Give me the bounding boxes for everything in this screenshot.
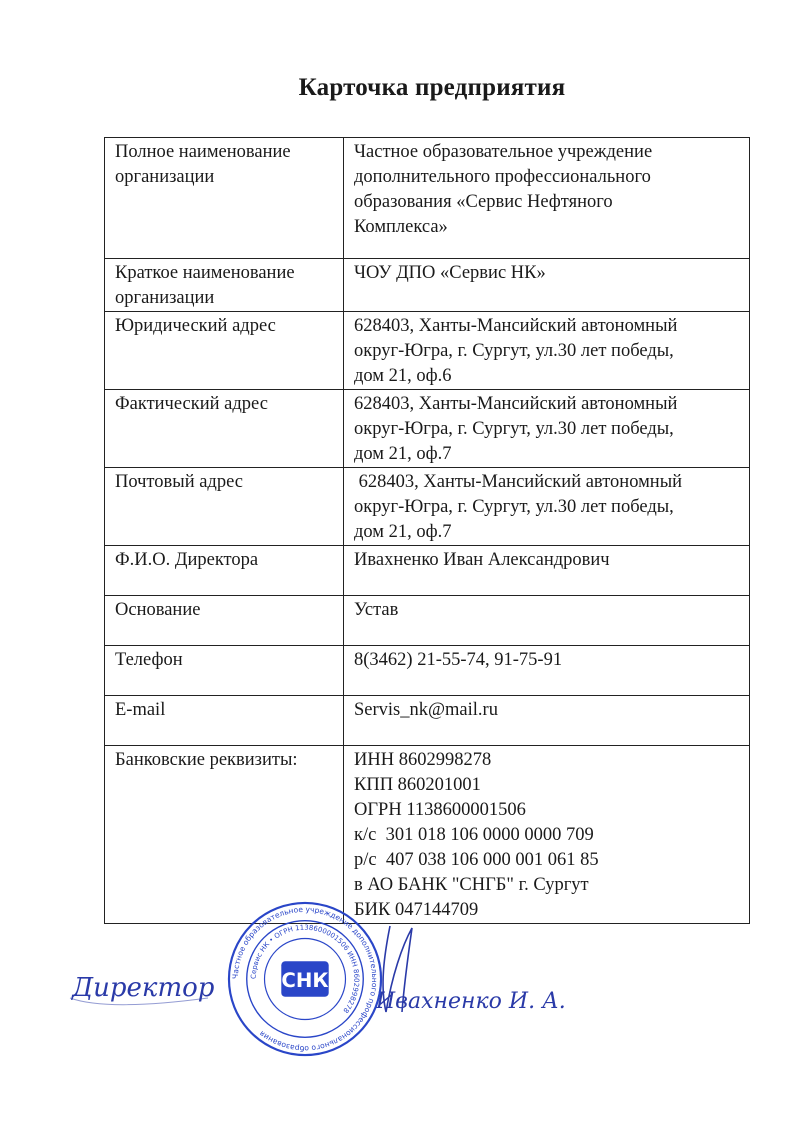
basis-label: Основание [105,596,344,646]
table-row [105,259,750,312]
table-row [105,138,750,259]
signature-right-text: Ивахненко И. А. [376,989,566,1014]
stamp-inner-text: Сервис НК • ОГРН 1138600001506 ИНН 8602998278 [249,923,361,1015]
full-name-value: Частное образовательное учреждение дополнительного профессионального образования «Сервис Нефтяного Комплекса» [344,138,750,259]
table-row [105,746,750,924]
basis-value: Устав [344,596,750,646]
short-name-value: ЧОУ ДПО «Сервис НК» [344,259,750,312]
stamp-logo-text: СНК [281,968,329,992]
short-name-label: Краткое наименование организации [105,259,344,312]
actual-address-label: Фактический адрес [105,390,344,468]
company-card-table [104,137,750,924]
page-title: Карточка предприятия [298,74,566,101]
phone-value: 8(3462) 21-55-74, 91-75-91 [344,646,750,696]
director-signature [372,916,592,1026]
email-label: E-mail [105,696,344,746]
table-row [105,468,750,546]
actual-address-value: 628403, Ханты-Мансийский автономный округ-Югра, г. Сургут, ул.30 лет победы, дом 21, оф.7 [344,390,750,468]
email-value: Servis_nk@mail.ru [344,696,750,746]
director-value: Ивахненко Иван Александрович [344,546,750,596]
legal-address-value: 628403, Ханты-Мансийский автономный округ-Югра, г. Сургут, ул.30 лет победы, дом 21, оф.6 [344,312,750,390]
signature-left-text: Директор [72,973,215,1003]
postal-address-value: 628403, Ханты-Мансийский автономный округ-Югра, г. Сургут, ул.30 лет победы, дом 21, оф.7 [344,468,750,546]
phone-label: Телефон [105,646,344,696]
bank-details-value: ИНН 8602998278 КПП 860201001 ОГРН 1138600001506 к/с 301 018 106 0000 0000 709 р/с 407 038 106 000 001 061 85 в АО БАНК "СНГБ" г. Сургут БИК 047144709 [344,746,750,924]
bank-details-label: Банковские реквизиты: [105,746,344,924]
director-signature-caption [68,958,218,1014]
table-row [105,546,750,596]
company-stamp [226,900,384,1058]
director-label: Ф.И.О. Директора [105,546,344,596]
table-row [105,312,750,390]
stamp-outer-text: Частное образовательное учреждение дополнительного профессионального образования [230,904,380,1054]
full-name-label: Полное наименование организации [105,138,344,259]
table-row [105,596,750,646]
table-row [105,696,750,746]
postal-address-label: Почтовый адрес [105,468,344,546]
legal-address-label: Юридический адрес [105,312,344,390]
table-row [105,646,750,696]
table-row [105,390,750,468]
